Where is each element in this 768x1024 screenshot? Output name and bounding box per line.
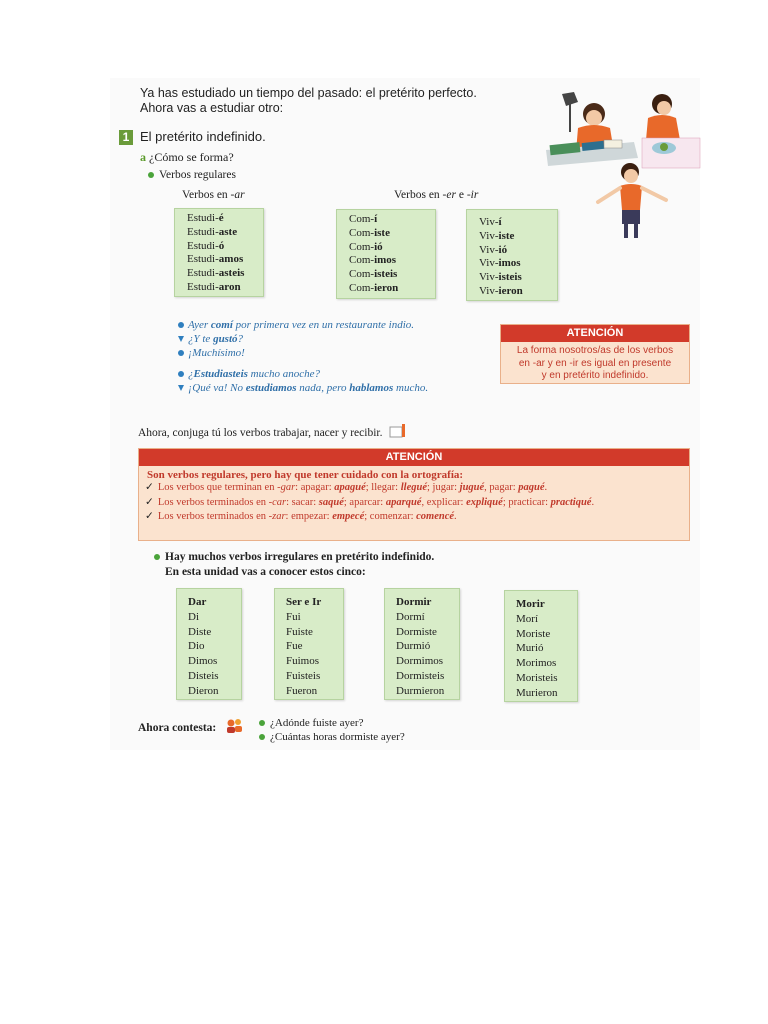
verb-form: Murieron [516, 686, 558, 699]
intro-text [140, 86, 477, 116]
check-icon: ✓ [145, 482, 154, 493]
verb-form: Estudi-aste [187, 225, 238, 238]
speaker-a-marker-icon [178, 322, 184, 328]
verb-form: Viv-iste [479, 229, 515, 242]
verb-form: Dimos [188, 655, 218, 668]
conjugate-prompt: Ahora, conjuga tú los verbos trabajar, nacer y recibir. [138, 424, 407, 439]
dialogue-line: ¿Estudiasteis mucho anoche? [178, 367, 498, 381]
verb-form: Moristeis [516, 671, 558, 684]
bullet-dot-icon [148, 172, 154, 178]
verb-form: Dio [188, 640, 205, 653]
subsection-letter: a [140, 150, 146, 164]
textbook-page [110, 78, 700, 750]
verb-form: Dieron [188, 684, 219, 697]
atencion-note-large [138, 448, 690, 541]
notebook-pencil-icon [389, 424, 407, 438]
atencion-big-header: ATENCIÓN [139, 449, 689, 466]
verb-form: Viv-imos [479, 257, 521, 270]
spelling-rule: ✓ Los verbos terminados en -car: sacar: saqué; aparcar: aparqué, explicar: expliqué; practicar: practiqué. [145, 496, 595, 508]
verb-form: Estudi-ó [187, 239, 225, 252]
verb-form: Estudi-é [187, 212, 224, 224]
column-head-er-ir: Verbos en -er e -ir [394, 189, 479, 201]
verb-form: Disteis [188, 669, 219, 682]
verb-form: Dormí [396, 610, 425, 623]
verb-form: Estudi-amos [187, 253, 244, 266]
regulares-label: Verbos regulares [148, 169, 236, 181]
people-talking-icon [225, 718, 243, 734]
verb-form: Fue [286, 640, 303, 653]
subsection-a [140, 150, 234, 165]
section-title: El pretérito indefinido. [140, 129, 266, 144]
students-illustration [542, 92, 702, 242]
intro-line-1: Ya has estudiado un tiempo del pasado: el pretérito perfecto. [140, 86, 477, 100]
atencion-header: ATENCIÓN [501, 325, 689, 342]
ar-conjugation-box [174, 208, 264, 297]
verb-form: Viv-isteis [479, 271, 522, 284]
irregular-box-ser-ir [274, 588, 344, 700]
dialogue-line: ¡Muchísimo! [178, 346, 498, 360]
irregular-box-dar [176, 588, 242, 700]
contesta-questions [259, 716, 405, 744]
bullet-dot-icon [259, 734, 265, 740]
atencion-big-lead: Son verbos regulares, pero hay que tener cuidado con la ortografía: [147, 469, 464, 481]
dialogue-line: ¡Qué va! No estudiamos nada, pero hablamos mucho. [178, 381, 498, 395]
verb-form: Estudi-asteis [187, 267, 245, 280]
verb-heading: Dar [188, 596, 207, 608]
verb-form: Dormimos [396, 655, 444, 668]
verb-form: Com-iste [349, 226, 390, 239]
verb-form: Fuimos [286, 655, 320, 668]
er-conjugation-box [336, 209, 436, 299]
verb-form: Di [188, 610, 199, 623]
spelling-rule: ✓ Los verbos terminados en -zar: empezar: empecé; comenzar: comencé. [145, 511, 457, 522]
verb-heading: Ser e Ir [286, 596, 322, 608]
verb-form: Moriste [516, 627, 551, 640]
atencion-note-small [500, 324, 690, 384]
check-icon: ✓ [145, 511, 154, 522]
verb-form: Dormisteis [396, 669, 445, 682]
verb-form: Fuiste [286, 625, 313, 638]
speaker-b-marker-icon [178, 385, 184, 391]
irregular-box-morir [504, 590, 578, 702]
verb-form: Com-í [349, 213, 378, 225]
verb-form: Com-isteis [349, 268, 398, 281]
dialogue-examples [178, 318, 498, 395]
verb-form: Murió [516, 642, 544, 655]
irregular-intro: Hay muchos verbos irregulares en pretérito indefinido. En esta unidad vas a conocer estos cinco: [154, 550, 434, 580]
speaker-a-marker-icon [178, 371, 184, 377]
dialogue-line: Ayer comí por primera vez en un restaurante indio. [178, 318, 498, 332]
atencion-big-rules [139, 481, 689, 525]
bullet-dot-icon [259, 720, 265, 726]
ir-conjugation-box [466, 209, 558, 301]
verb-form: Fuisteis [286, 669, 321, 682]
irregular-box-dormir [384, 588, 460, 700]
verb-form: Dormiste [396, 625, 437, 638]
verb-form: Viv-í [479, 216, 502, 228]
verb-form: Viv-ió [479, 243, 508, 256]
column-head-ar: Verbos en -ar [182, 189, 245, 201]
section-number: 1 [119, 130, 133, 145]
verb-form: Durmió [396, 640, 431, 653]
verb-form: Com-ió [349, 240, 383, 253]
verb-form: Durmieron [396, 684, 445, 697]
check-icon: ✓ [145, 496, 154, 508]
subsection-question: ¿Cómo se forma? [149, 150, 234, 164]
verb-form: Com-ieron [349, 281, 399, 294]
verb-form: Morimos [516, 657, 557, 670]
verb-heading: Dormir [396, 596, 432, 608]
verb-heading: Morir [516, 598, 545, 610]
verb-form: Fueron [286, 684, 318, 697]
dialogue-line: ¿Y te gustó? [178, 332, 498, 346]
verb-form: Estudi-aron [187, 280, 241, 293]
verb-form: Com-imos [349, 254, 397, 267]
verb-form: Fui [286, 610, 301, 623]
verb-form: Viv-ieron [479, 284, 523, 297]
speaker-a-marker-icon [178, 350, 184, 356]
spelling-rule: ✓ Los verbos que terminan en -gar: apagar: apagué; llegar: llegué; jugar: jugué, pagar: pagué. [145, 482, 548, 493]
question-item: ¿Adónde fuiste ayer? [259, 716, 405, 730]
bullet-dot-icon [154, 554, 160, 560]
verb-form: Morí [516, 612, 538, 625]
contesta-label: Ahora contesta: [138, 718, 243, 734]
verb-form: Diste [188, 625, 212, 638]
question-item: ¿Cuántas horas dormiste ayer? [259, 730, 405, 744]
speaker-b-marker-icon [178, 336, 184, 342]
atencion-body: La forma nosotros/as de los verbos en -ar y en -ir es igual en presente y en pretérito indefinido. [516, 345, 674, 381]
intro-line-2: Ahora vas a estudiar otro: [140, 101, 284, 115]
